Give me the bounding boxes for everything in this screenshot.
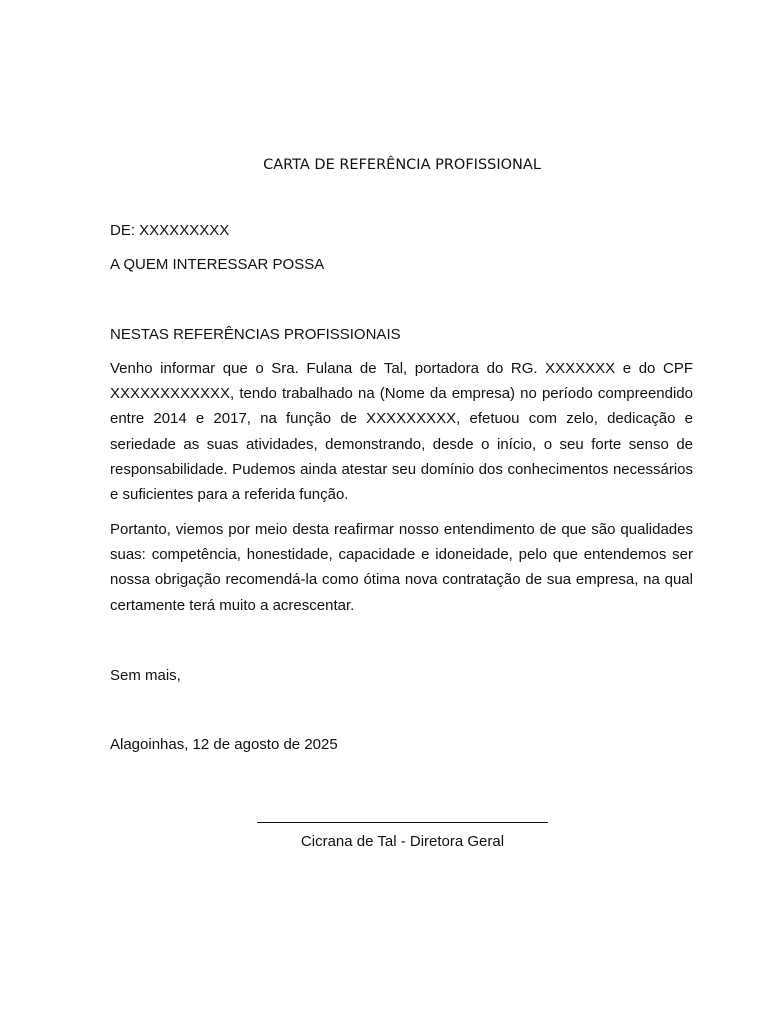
body-paragraph-2: Portanto, viemos por meio desta reafirmar nosso entendimento de que são qualidades suas: competência, honestidade, capacidade e idoneidade, pelo que entendemos ser nossa obrigação recomendá-la como ótima nova contratação de sua empresa, na qual certamente terá muito a acrescentar. [110, 521, 693, 614]
place-date: Alagoinhas, 12 de agosto de 2025 [110, 736, 338, 753]
recipient-line: A QUEM INTERESSAR POSSA [110, 256, 325, 273]
closing-line: Sem mais, [110, 667, 181, 684]
from-line: DE: XXXXXXXXX [110, 222, 230, 239]
signatory-name: Cicrana de Tal - Diretora Geral [300, 833, 505, 850]
signature-line [257, 822, 548, 823]
body-paragraph-1: Venho informar que o Sra. Fulana de Tal, portadora do RG. XXXXXXX e do CPF XXXXXXXXXXXX, tendo trabalhado na (Nome da empresa) no período compreendido entre 2014 e 2017, na função de XXXXXXXXX, efetuou com zelo, dedicação e seriedade as suas atividades, demonstrando, desde o início, o seu forte senso de responsabilidade. Pudemos ainda atestar seu domínio dos conhecimentos necessários e suficientes para a referida função. [110, 360, 693, 504]
document-title: CARTA DE REFERÊNCIA PROFISSIONAL [263, 157, 541, 173]
section-heading: NESTAS REFERÊNCIAS PROFISSIONAIS [110, 326, 401, 343]
